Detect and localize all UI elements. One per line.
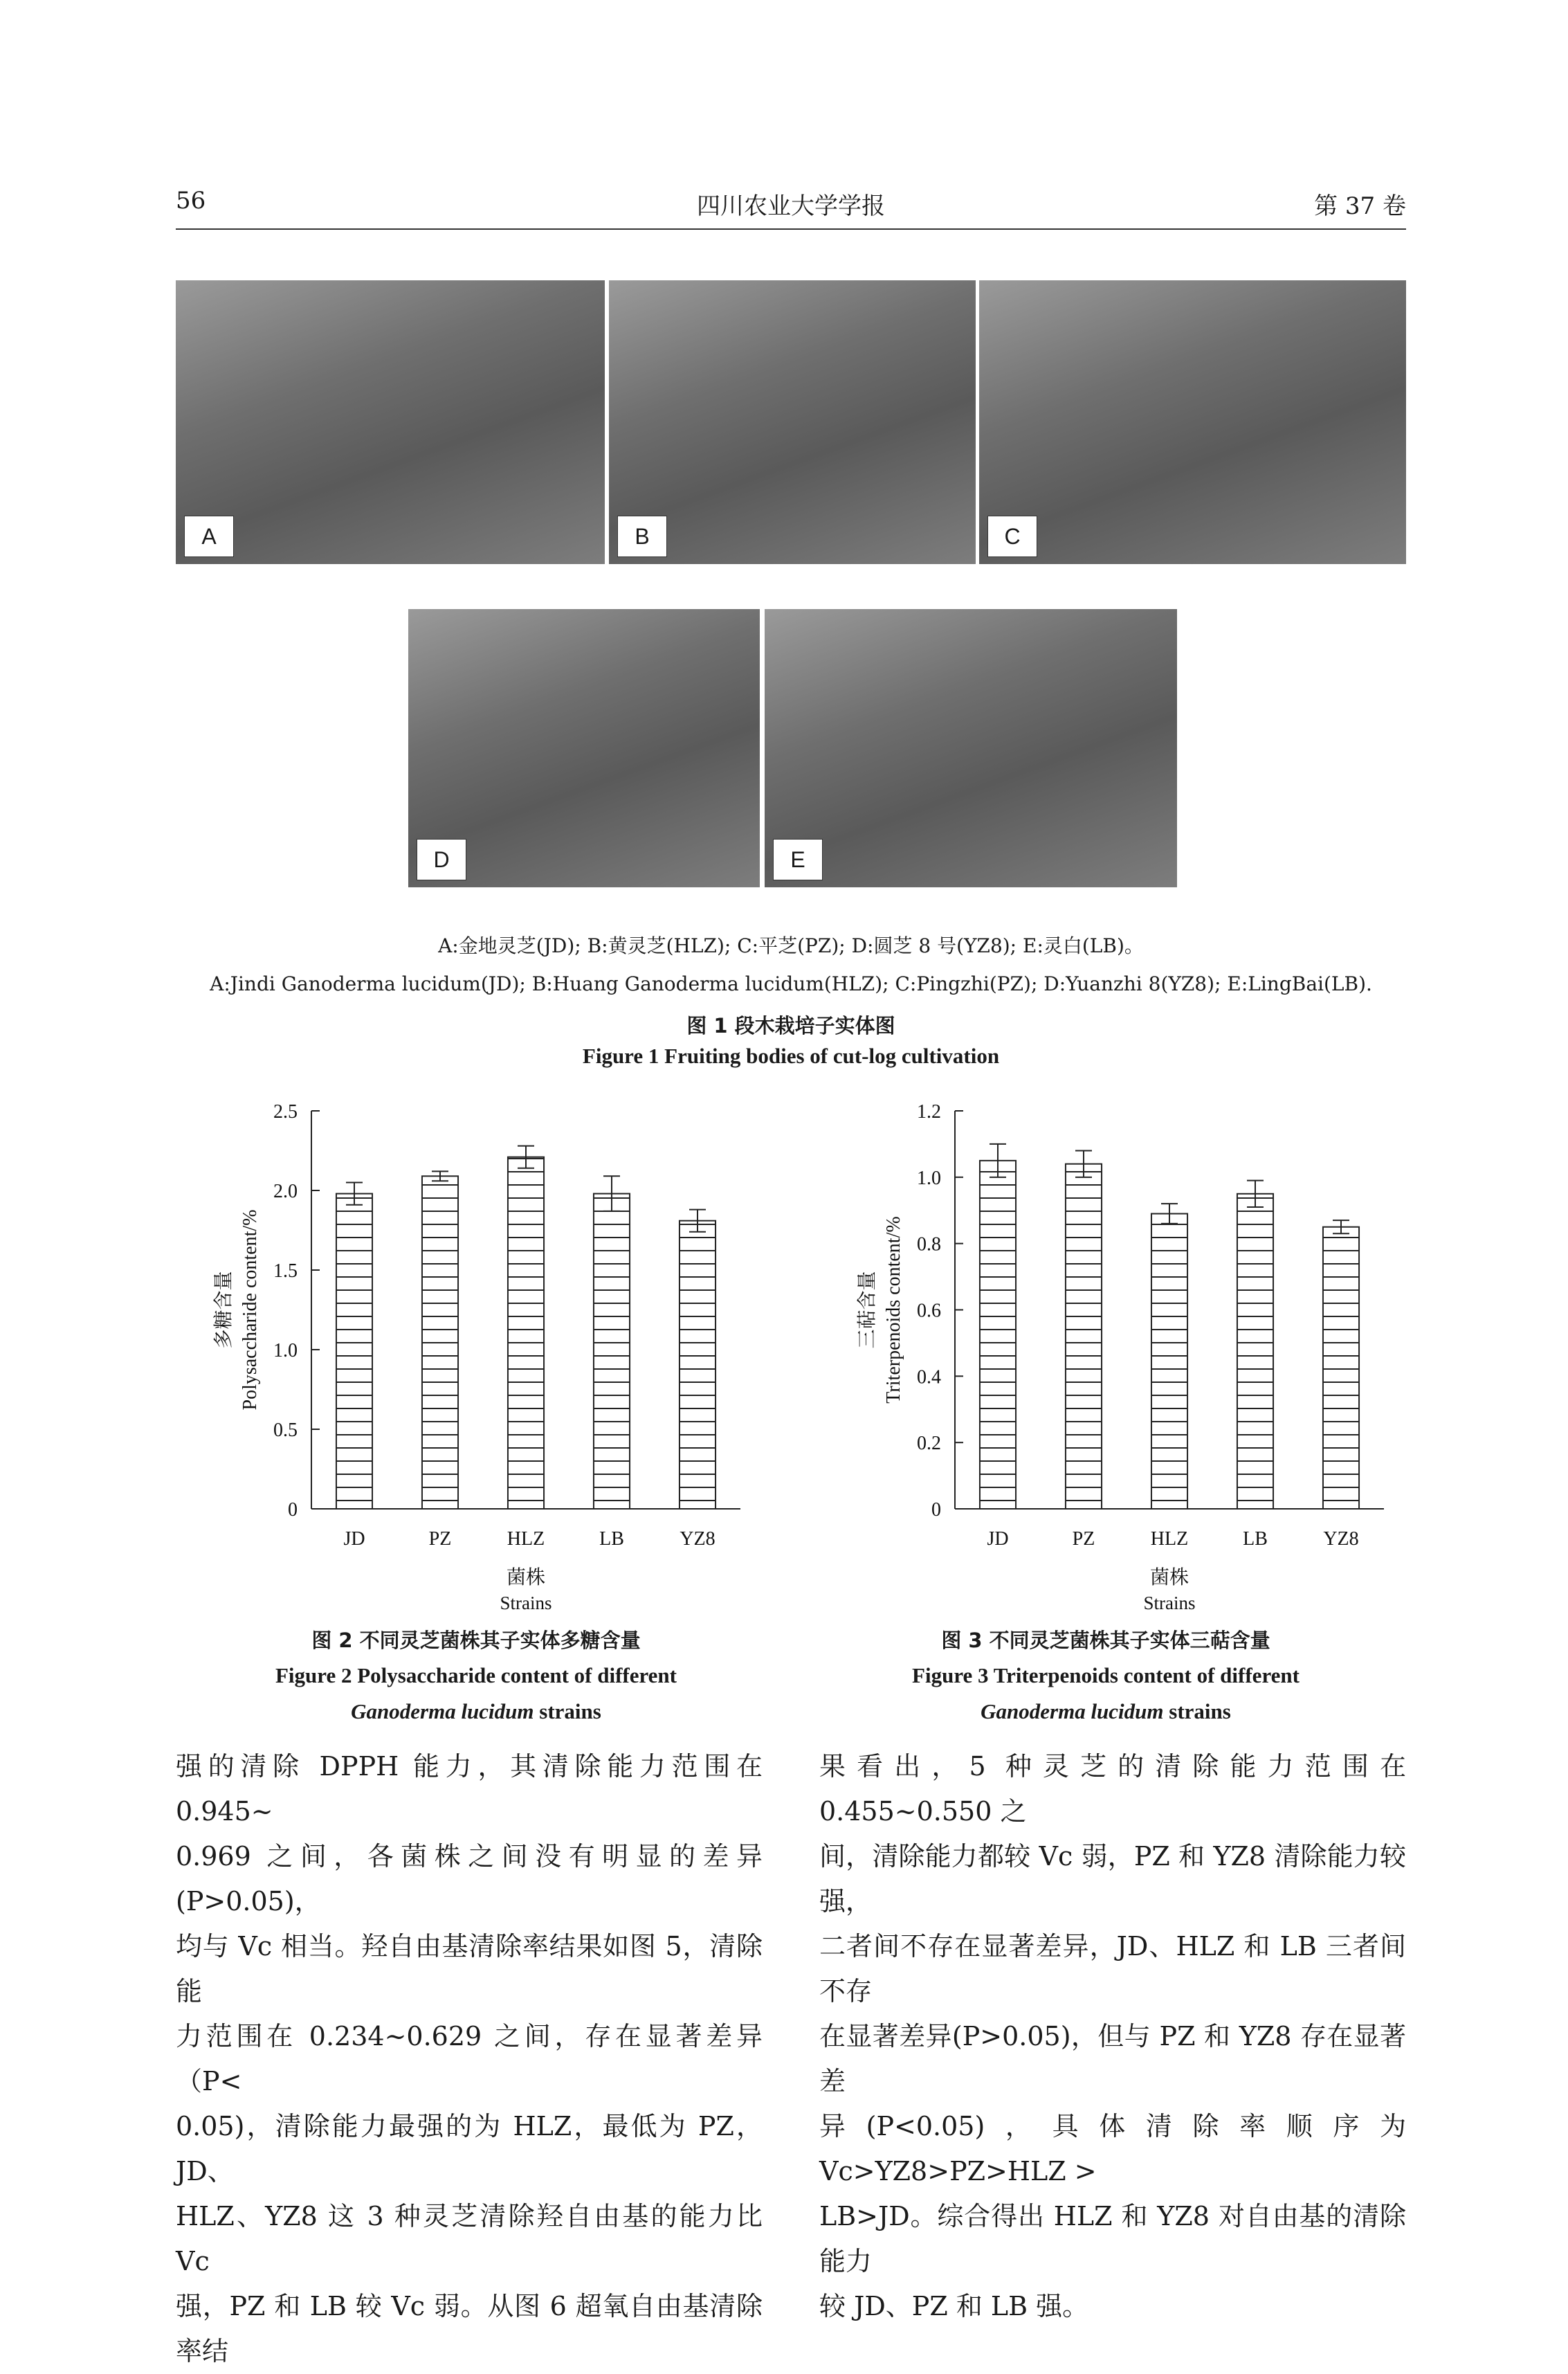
figure2-caption: [176, 1623, 776, 1730]
photo-panel-d: [408, 609, 760, 887]
figure2-caption-en-2: [176, 1694, 776, 1730]
body-line: LB>JD。综合得出 HLZ 和 YZ8 对自由基的清除能力: [819, 2201, 1406, 2276]
x-tick-label-hlz: HLZ: [1150, 1528, 1189, 1550]
body-line: HLZ、YZ8 这 3 种灵芝清除羟自由基的能力比 Vc: [176, 2201, 763, 2276]
body-line: 二者间不存在显著差异，JD、HLZ 和 LB 三者间不存: [819, 1931, 1406, 2006]
figure3-caption-en-1: Figure 3 Triterpenoids content of different: [912, 1663, 1300, 1687]
body-line: 在显著差异(P>0.05)，但与 PZ 和 YZ8 存在显著差: [819, 2021, 1406, 2096]
body-line: 0.969 之间，各菌株之间没有明显的差异(P>0.05)，: [176, 1841, 763, 1917]
body-line: 异(P<0.05)，具体清除率顺序为 Vc>YZ8>PZ>HLZ >: [819, 2111, 1406, 2186]
volume-label: 第 37 卷: [1314, 192, 1406, 220]
figure3-caption-en-2: [805, 1694, 1406, 1730]
body-line: 果看出，5 种灵芝的清除能力范围在 0.455~0.550 之: [819, 1751, 1406, 1827]
panel-label-b: B: [617, 516, 667, 557]
figure1-legend-en: A:Jindi Ganoderma lucidum(JD); B:Huang Ganoderma lucidum(HLZ); C:Pingzhi(PZ); D:Yuanzhi 8(YZ8); E:LingBai(LB).: [210, 972, 1372, 995]
panel-label-a: A: [184, 516, 234, 557]
page-number: 56: [176, 187, 206, 215]
figure2-caption-cn: 图 2 不同灵芝菌株其子实体多糖含量: [311, 1629, 641, 1652]
photo-panel-c: [979, 280, 1406, 564]
x-tick-label-jd: JD: [343, 1528, 365, 1550]
photo-panel-a: [176, 280, 605, 564]
x-tick-label-jd: JD: [987, 1528, 1009, 1550]
bar-lb: [594, 1194, 630, 1509]
x-tick-label-hlz: HLZ: [507, 1528, 545, 1550]
polysaccharide-bar-chart: [187, 1094, 782, 1633]
x-tick-label-lb: LB: [1243, 1528, 1268, 1550]
body-line: 强的清除 DPPH 能力，其清除能力范围在 0.945~: [176, 1751, 763, 1827]
figure2-caption-suffix: strains: [534, 1699, 601, 1723]
figure1-caption-en: Figure 1 Fruiting bodies of cut-log cultivation: [582, 1044, 1000, 1068]
figure3-species-name: Ganoderma lucidum: [981, 1699, 1164, 1723]
y-tick-label: 0: [931, 1499, 941, 1521]
figure3-caption-suffix: strains: [1163, 1699, 1231, 1723]
figure3-caption: [805, 1623, 1406, 1730]
x-tick-label-pz: PZ: [1072, 1528, 1095, 1550]
figure3-caption-cn: 图 3 不同灵芝菌株其子实体三萜含量: [941, 1629, 1270, 1652]
x-axis-title-en: Strains: [500, 1593, 552, 1613]
running-header: [176, 187, 1406, 221]
body-line: 均与 Vc 相当。羟自由基清除率结果如图 5，清除能: [176, 1931, 763, 2006]
photo-panel-b: [609, 280, 976, 564]
header-rule: [176, 228, 1406, 230]
y-axis-title-cn: 多糖含量: [213, 1271, 235, 1349]
bar-hlz: [508, 1157, 544, 1509]
x-axis-title-cn: 菌株: [506, 1567, 546, 1588]
y-tick-label: 0.8: [917, 1233, 941, 1256]
y-tick-label: 1.2: [917, 1101, 941, 1123]
figure2-caption-en-1: Figure 2 Polysaccharide content of different: [275, 1663, 677, 1687]
y-tick-label: 2.5: [273, 1101, 298, 1123]
y-tick-label: 1.0: [273, 1340, 298, 1361]
journal-title: 四川农业大学学报: [697, 192, 885, 220]
y-tick-label: 0: [288, 1499, 298, 1521]
body-line: 力范围在 0.234~0.629 之间，存在显著差异（P<: [176, 2021, 763, 2096]
bar-pz: [1066, 1164, 1102, 1509]
body-line: 较 JD、PZ 和 LB 强。: [819, 2291, 1089, 2321]
bar-yz8: [680, 1221, 715, 1509]
y-tick-label: 0.6: [917, 1300, 941, 1322]
figure1-caption-cn: 图 1 段木栽培子实体图: [686, 1014, 895, 1038]
panel-label-c: C: [987, 516, 1037, 557]
x-tick-label-yz8: YZ8: [680, 1528, 715, 1550]
body-line: 强，PZ 和 LB 较 Vc 弱。从图 6 超氧自由基清除率结: [176, 2291, 763, 2366]
y-tick-label: 1.5: [273, 1260, 298, 1282]
body-text-right: [819, 1744, 1406, 2329]
x-tick-label-pz: PZ: [428, 1528, 452, 1550]
y-axis-title-en: Polysaccharide content/%: [239, 1209, 261, 1411]
panel-label-e: E: [773, 839, 823, 880]
panel-label-d: D: [417, 839, 466, 880]
y-tick-label: 1.0: [917, 1167, 941, 1189]
body-line: 0.05)，清除能力最强的为 HLZ，最低为 PZ，JD、: [176, 2111, 763, 2186]
x-axis-title-cn: 菌株: [1149, 1567, 1189, 1588]
figure2-species-name: Ganoderma lucidum: [351, 1699, 534, 1723]
triterpenoids-bar-chart: [830, 1094, 1425, 1633]
bar-jd: [336, 1194, 372, 1509]
body-text-left: [176, 1744, 763, 2374]
y-tick-label: 0.2: [917, 1433, 941, 1455]
y-tick-label: 2.0: [273, 1181, 298, 1202]
y-axis-title-en: Triterpenoids content/%: [883, 1216, 904, 1404]
y-axis-title-cn: 三萜含量: [857, 1271, 878, 1349]
y-tick-label: 0.5: [273, 1420, 298, 1441]
y-tick-label: 0.4: [917, 1366, 941, 1388]
body-line: 间，清除能力都较 Vc 弱，PZ 和 YZ8 清除能力较强，: [819, 1841, 1406, 1917]
x-axis-title-en: Strains: [1143, 1593, 1196, 1613]
bar-yz8: [1323, 1227, 1359, 1509]
bar-hlz: [1151, 1214, 1187, 1509]
bar-lb: [1237, 1194, 1273, 1509]
x-tick-label-lb: LB: [599, 1528, 624, 1550]
figure1-legend-cn: A:金地灵芝(JD); B:黄灵芝(HLZ); C:平芝(PZ); D:圆芝 8 号(YZ8); E:灵白(LB)。: [438, 934, 1144, 957]
photo-panel-e: [765, 609, 1177, 887]
bar-pz: [422, 1176, 458, 1509]
bar-jd: [980, 1161, 1016, 1509]
x-tick-label-yz8: YZ8: [1323, 1528, 1359, 1550]
